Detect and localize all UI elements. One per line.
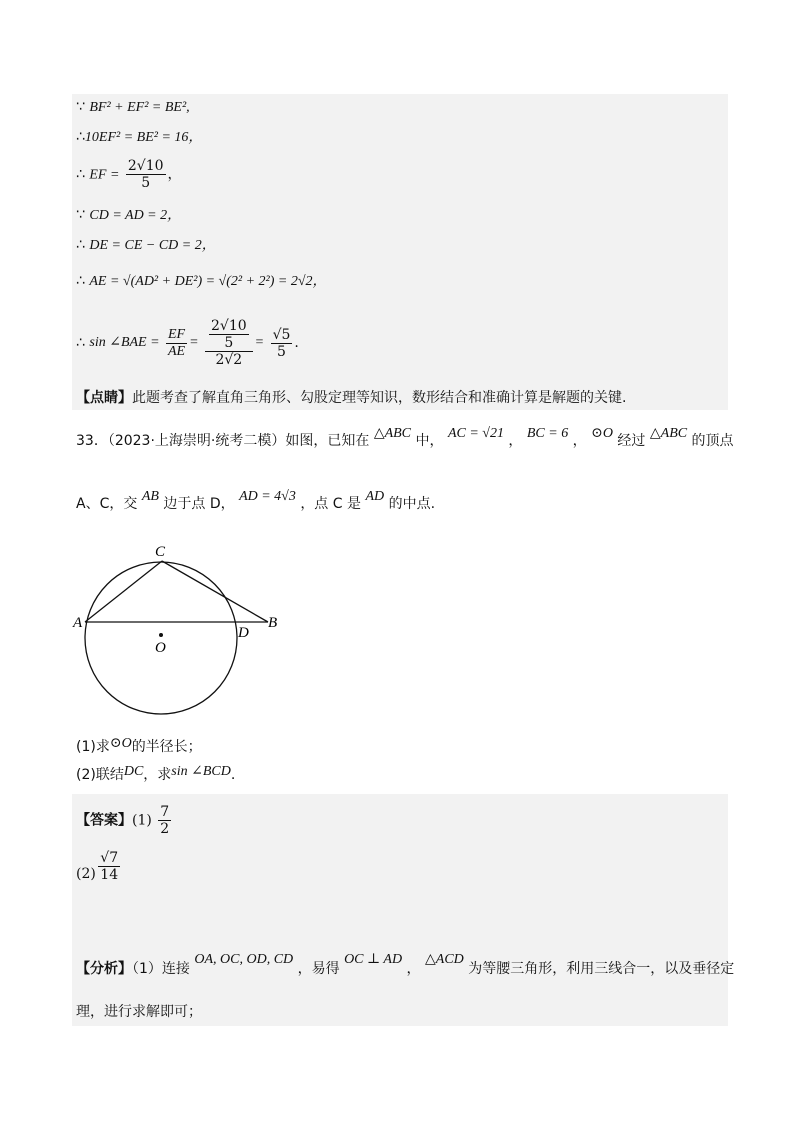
comment-text: 此题考查了解直角三角形、勾股定理等知识，数形结合和准确计算是解题的关键. (132, 390, 627, 406)
compound-fraction: $\frac{\frac{2√10}{5}}{2√2}$ (205, 318, 253, 368)
problem-line-1: 33．（2023·上海崇明·统考二模）如图，已知在 △ABC 中， AC = √21 ， BC = 6 ， ⊙O 经过 △ABC 的顶点 (76, 426, 734, 449)
answer-2-fraction: $\frac{√7}{14}$ (100, 850, 119, 883)
label-c: C (155, 544, 166, 560)
proof-line-5: ∴ DE = CE − CD = 2， (76, 237, 216, 253)
segment-ac (85, 561, 162, 622)
label-d: D (238, 625, 249, 641)
proof-line-1: ∵ BF² + EF² = BE², (76, 99, 190, 115)
label-a: A (73, 615, 83, 631)
segment-cb (162, 561, 268, 622)
answer-1: 【答案】(1) $\frac{7}{2}$ (76, 804, 170, 837)
equation-5: DE = CE − CD = 2， (89, 238, 216, 253)
fraction: $\frac{2√10}{5}$ (127, 158, 164, 191)
center-point (159, 633, 163, 637)
comment-line (76, 389, 626, 407)
analysis-label: 【分析】 (76, 961, 132, 977)
analysis-line-1: 【分析】（1）连接 OA, OC, OD, CD ，易得 OC ⊥ AD ， △ACD 为等腰三角形，利用三线合一，以及垂径定 (76, 952, 735, 977)
equation-2: 10EF² = BE² = 16， (84, 130, 203, 145)
answer-1-fraction: $\frac{7}{2}$ (160, 804, 170, 837)
label-b: B (268, 615, 278, 631)
equation-1: BF² + EF² = BE², (89, 100, 190, 115)
proof-line-4: ∵ CD = AD = 2， (76, 207, 182, 223)
answer-2: (2) $\frac{√7}{14}$ (76, 850, 119, 883)
problem-line-2: A、C，交 AB 边于点 D， AD = 4√3 ，点 C 是 AD 的中点. (76, 489, 436, 512)
analysis-line-2: 理，进行求解即可； (76, 1004, 202, 1020)
label-o: O (155, 640, 166, 656)
proof-line-3: ∴ EF = $\frac{2√10}{5}$ ， (76, 158, 182, 191)
proof-line-6: ∴ AE = √(AD² + DE²) = √(2² + 2²) = 2√2， (76, 273, 327, 289)
question-1: (1)求⊙O的半径长； (76, 736, 202, 755)
geometry-figure (70, 540, 290, 740)
question-2: (2)联结DC，求sin ∠BCD. (76, 764, 236, 783)
proof-line-7: ∴ sin ∠BAE = $\frac{EF}{AE}$ = $\frac{\frac{2√10}{5}}{2√2}$ = $\frac{√5}{5}$ . (76, 318, 299, 368)
arc-ad: AD (365, 489, 385, 504)
fraction-ef-ae: $\frac{EF}{AE}$ (168, 326, 186, 359)
answer-label: 【答案】 (76, 812, 132, 829)
equation-6: AE = √(AD² + DE²) = √(2² + 2²) = 2√2， (89, 274, 327, 289)
fraction-result: $\frac{√5}{5}$ (272, 326, 291, 360)
problem-source: （2023·上海崇明·统考二模） (107, 433, 286, 449)
equation-4: CD = AD = 2， (89, 208, 182, 223)
circle-o (85, 562, 237, 714)
comment-label: 【点睛】 (76, 390, 132, 406)
problem-number: 33． (76, 433, 108, 449)
proof-line-2: ∴10EF² = BE² = 16， (76, 129, 203, 145)
